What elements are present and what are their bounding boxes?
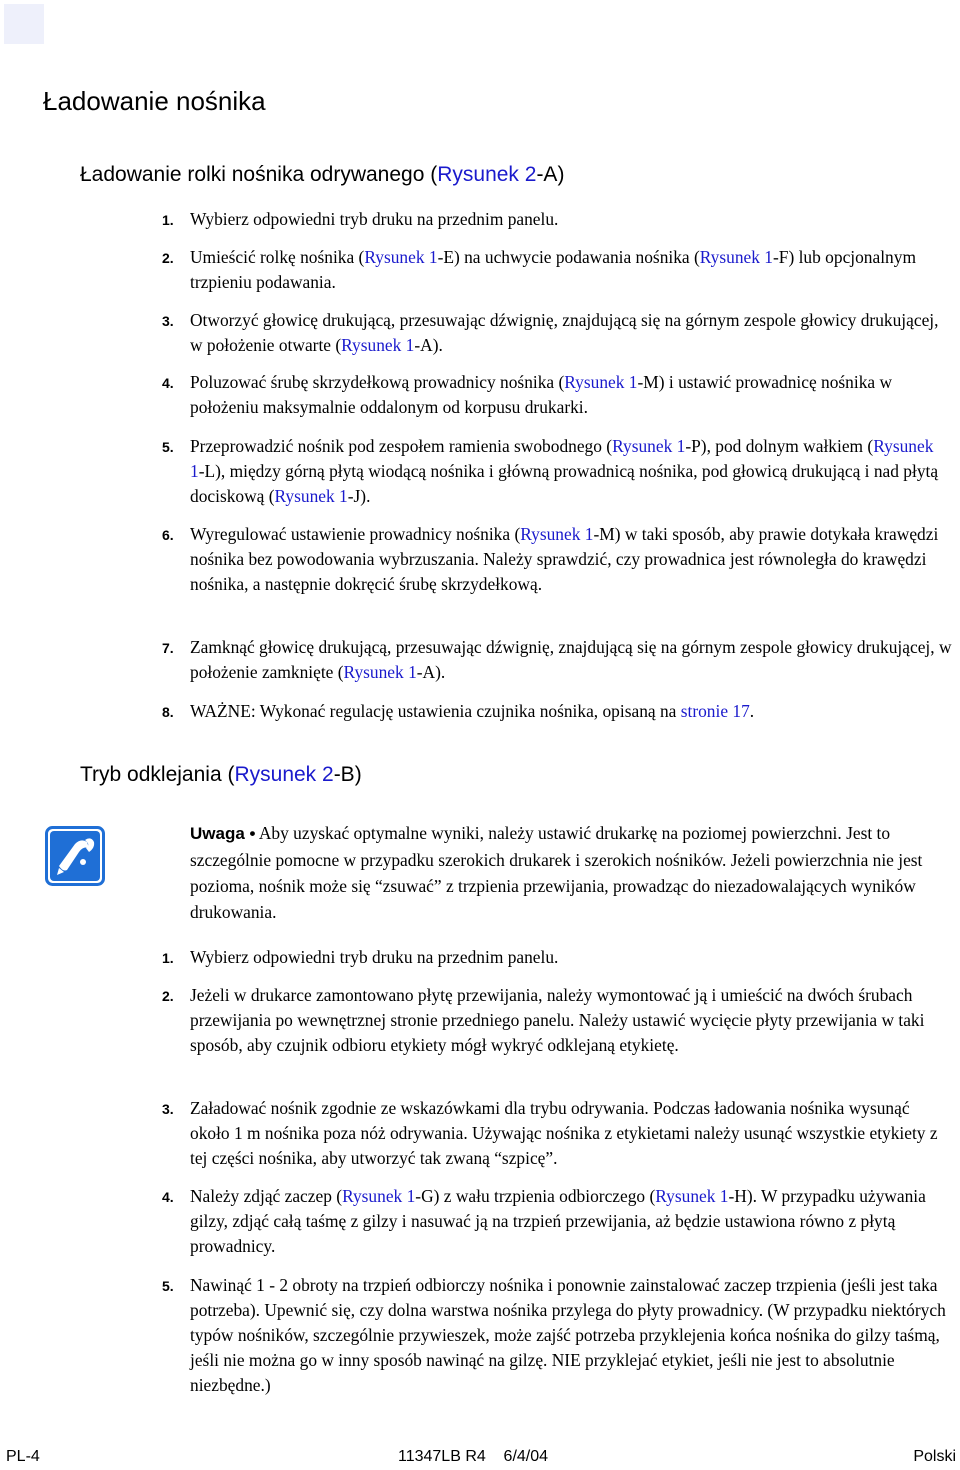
step-number: 3. bbox=[162, 1101, 174, 1117]
step-text-segment: -M) i ustawić prowadnicę nośnika w położeniu maksymalnie oddalonym od korpusu drukarki. bbox=[190, 372, 893, 417]
figure-link[interactable]: stronie 17 bbox=[680, 701, 750, 721]
step-text-segment: -F) lub opcjonalnym trzpieniu podawania. bbox=[190, 247, 916, 292]
figure-link[interactable]: Rysunek 1 bbox=[190, 436, 934, 481]
figure-link[interactable]: Rysunek 1 bbox=[612, 436, 686, 456]
step-text-segment: -L), między górną płytą wiodącą nośnika i główną prowadnicą nośnika, pod głowicą drukującą i nad płytą dociskową ( bbox=[190, 461, 939, 506]
step-text-segment: Jeżeli w drukarce zamontowano płytę przewijania, należy wymontować ją i umieścić na dwóch śrubach przewijania po wewnętrznej stronie przedniego panelu. Należy ustawić wycięcie płyty przewijania w taki sposób, aby czujnik odbioru etykiety mógł wykryć odklejaną etykietę. bbox=[190, 985, 925, 1055]
figure-link[interactable]: Rysunek 1 bbox=[343, 662, 417, 682]
step-number: 1. bbox=[162, 950, 174, 966]
step-number: 2. bbox=[162, 250, 174, 266]
step-number: 2. bbox=[162, 988, 174, 1004]
step-text-segment: Poluzować śrubę skrzydełkową prowadnicy nośnika ( bbox=[190, 372, 565, 392]
step-text-segment: Nawinąć 1 - 2 obroty na trzpień odbiorczy nośnika i ponownie zainstalować zaczep trzpienia (jeśli jest taka potrzeba). Upewnić się, czy dolna warstwa nośnika przylega do płyty prowadnicy. (W przypadku niektórych typów nośników, szczególnie przywieszek, może zajść potrzeba przyklejenia końca nośnika do gilzy taśmą, jeśli nie można go w inny sposób nawinąć na gilzę. NIE przyklejać etykiet, jeśli nie jest to absolutnie niezbędne.) bbox=[190, 1275, 946, 1395]
step-text bbox=[190, 308, 952, 358]
figure-link[interactable]: Rysunek 1 bbox=[564, 372, 638, 392]
step-number: 5. bbox=[162, 1278, 174, 1294]
step-number: 4. bbox=[162, 375, 174, 391]
figure-link[interactable]: Rysunek 2 bbox=[437, 163, 537, 186]
step-text-segment: Otworzyć głowicę drukującą, przesuwając dźwignię, znajdującą się na górnym zespole głowicy drukującej, w położenie otwarte ( bbox=[190, 310, 939, 355]
step-text bbox=[190, 245, 952, 295]
footer-page-number: PL-4 bbox=[6, 1448, 40, 1465]
step-text-segment: . bbox=[749, 701, 755, 721]
step-text bbox=[190, 434, 952, 509]
step-text-segment: Należy zdjąć zaczep ( bbox=[190, 1186, 343, 1206]
step-text-segment: Przeprowadzić nośnik pod zespołem ramienia swobodnego ( bbox=[190, 436, 613, 456]
step-text-segment: -P), pod dolnym wałkiem ( bbox=[685, 436, 874, 456]
step-text bbox=[190, 983, 952, 1058]
figure-link[interactable]: Rysunek 1 bbox=[520, 524, 594, 544]
note-text: Aby uzyskać optymalne wyniki, należy ustawić drukarkę na poziomej powierzchni. Jest to szczególnie pomocne w przypadku szerokich drukarek i szerokich nośników. Jeżeli powierzchnia nie jest pozioma, nośnik może się “zsuwać” z trzpienia przewijania, prowadząc do niezadowalających wyników drukowania. bbox=[190, 823, 923, 922]
step-item bbox=[162, 207, 952, 232]
figure-link[interactable]: Rysunek 1 bbox=[341, 335, 415, 355]
step-text-segment: -G) z wału trzpienia odbiorczego ( bbox=[415, 1186, 656, 1206]
note-box bbox=[190, 820, 950, 925]
step-text-segment: -H). W przypadku używania gilzy, zdjąć całą taśmę z gilzy i nasuwać ją na trzpień przewijania, aż będzie ustawiona równo z płytą prowadnicy. bbox=[190, 1186, 926, 1256]
step-item bbox=[162, 699, 952, 724]
step-item bbox=[162, 1184, 952, 1259]
step-text-segment: Załadować nośnik zgodnie ze wskazówkami dla trybu odrywania. Podczas ładowania nośnika wysunąć około 1 m nośnika poza nóż odrywania. Używając nośnika z etykietami należy usunąć wszystkie etykiety z tej części nośnika, aby utworzyć tak zwaną “szpicę”. bbox=[190, 1098, 938, 1168]
step-text-segment: Wybierz odpowiedni tryb druku na przednim panelu. bbox=[190, 209, 559, 229]
step-text-segment: -E) na uchwycie podawania nośnika ( bbox=[437, 247, 700, 267]
figure-link[interactable]: Rysunek 1 bbox=[342, 1186, 416, 1206]
corner-marker bbox=[4, 4, 44, 44]
step-item bbox=[162, 245, 952, 295]
step-number: 1. bbox=[162, 212, 174, 228]
step-text-segment: -M) w taki sposób, aby prawie dotykała krawędzi nośnika bez powodowania wybrzuszania. Należy sprawdzić, czy prowadnica jest równoległa do krawędzi nośnika, a następnie dokręcić śrubę skrzydełkową. bbox=[190, 524, 939, 594]
note-label: Uwaga • bbox=[190, 824, 256, 843]
step-item bbox=[162, 1273, 952, 1398]
footer-doc-id: 11347LB R4 6/4/04 bbox=[398, 1448, 549, 1465]
figure-link[interactable]: Rysunek 1 bbox=[655, 1186, 729, 1206]
step-text bbox=[190, 370, 952, 420]
step-item bbox=[162, 308, 952, 358]
step-item bbox=[162, 522, 952, 597]
step-text-segment: Wyregulować ustawienie prowadnicy nośnika ( bbox=[190, 524, 521, 544]
step-number: 7. bbox=[162, 640, 174, 656]
step-text-segment: Zamknąć głowicę drukującą, przesuwając dźwignię, znajdującą się na górnym zespole głowicy drukującej, w położenie zamknięte ( bbox=[190, 637, 952, 682]
page-title: Ładowanie nośnika bbox=[43, 86, 266, 116]
step-text-segment: WAŻNE: Wykonać regulację ustawienia czujnika nośnika, opisaną na bbox=[190, 701, 681, 721]
figure-link[interactable]: Rysunek 1 bbox=[364, 247, 438, 267]
step-number: 5. bbox=[162, 439, 174, 455]
section-heading-peel: Tryb odklejania (Rysunek 2-B) bbox=[80, 763, 362, 786]
step-text-segment: -A). bbox=[416, 662, 446, 682]
step-text bbox=[190, 1273, 952, 1398]
step-number: 6. bbox=[162, 527, 174, 543]
step-number: 3. bbox=[162, 313, 174, 329]
step-number: 4. bbox=[162, 1189, 174, 1205]
note-pencil-icon bbox=[45, 826, 105, 886]
step-item bbox=[162, 983, 952, 1058]
figure-link[interactable]: Rysunek 1 bbox=[274, 486, 348, 506]
step-item bbox=[162, 370, 952, 420]
figure-link[interactable]: Rysunek 2 bbox=[234, 763, 334, 786]
step-text bbox=[190, 1184, 952, 1259]
step-item bbox=[162, 434, 952, 509]
step-item bbox=[162, 945, 952, 970]
step-item bbox=[162, 1096, 952, 1171]
figure-link[interactable]: Rysunek 1 bbox=[699, 247, 773, 267]
step-item bbox=[162, 635, 952, 685]
step-text bbox=[190, 945, 952, 970]
step-text bbox=[190, 522, 952, 597]
step-text bbox=[190, 1096, 952, 1171]
step-text-segment: Umieścić rolkę nośnika ( bbox=[190, 247, 365, 267]
step-text bbox=[190, 635, 952, 685]
step-number: 8. bbox=[162, 704, 174, 720]
step-text-segment: -J). bbox=[347, 486, 371, 506]
step-text bbox=[190, 207, 952, 232]
footer-language: Polski bbox=[913, 1448, 956, 1465]
step-text-segment: -A). bbox=[414, 335, 443, 355]
step-text-segment: Wybierz odpowiedni tryb druku na przednim panelu. bbox=[190, 947, 559, 967]
section-heading-tearoff: Ładowanie rolki nośnika odrywanego (Rysunek 2-A) bbox=[80, 163, 565, 186]
step-text bbox=[190, 699, 952, 724]
